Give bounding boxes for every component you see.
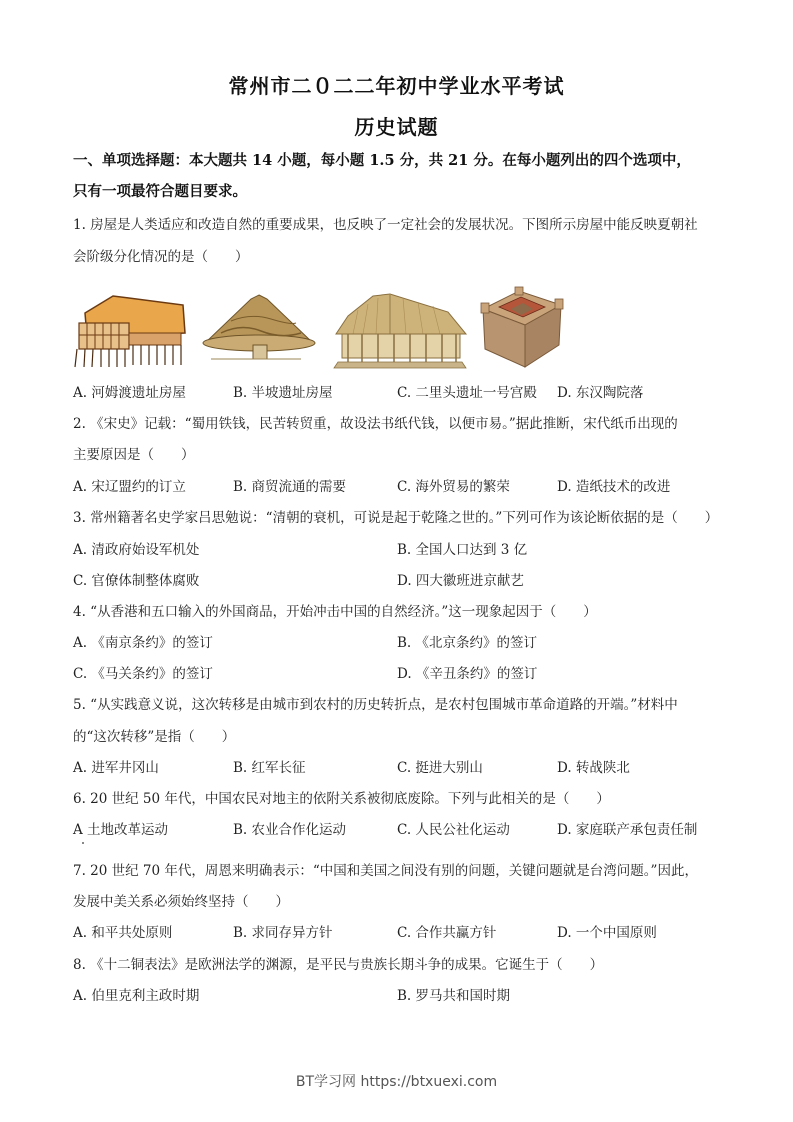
section-heading <box>73 145 733 207</box>
q1-house-images <box>73 285 573 370</box>
q3-option-d[interactable]: D. 四大徽班进京献艺 <box>397 573 524 589</box>
q2-option-b[interactable]: B. 商贸流通的需要 <box>233 479 347 495</box>
section-heading-line1: 一、单项选择题：本大题共 14 小题，每小题 1.5 分，共 21 分。在每小题列出的四个选项中， <box>73 152 691 169</box>
q1-option-d[interactable]: D. 东汉陶院落 <box>557 385 644 401</box>
q7-option-c[interactable]: C. 合作共赢方针 <box>397 925 497 941</box>
q8-option-b[interactable]: B. 罗马共和国时期 <box>397 988 511 1004</box>
round-hut-image <box>201 293 319 365</box>
q4-option-a[interactable]: A. 《南京条约》的签订 <box>73 635 213 651</box>
q4-option-d[interactable]: D. 《辛丑条约》的签订 <box>397 666 538 682</box>
q1-option-b[interactable]: B. 半坡遗址房屋 <box>233 385 333 401</box>
q2-stem-line2: 主要原因是（ ） <box>73 447 195 463</box>
q4-option-c[interactable]: C. 《马关条约》的签订 <box>73 666 213 682</box>
q6-option-d[interactable]: D. 家庭联产承包责任制 <box>557 822 698 838</box>
q8-option-a[interactable]: A. 伯里克利主政时期 <box>73 988 200 1004</box>
q7-stem-line1: 7. 20 世纪 70 年代，周恩来明确表示：“中国和美国之间没有别的问题，关键问题就是台湾问题。”因此， <box>73 863 698 879</box>
q5-option-a[interactable]: A. 进军井冈山 <box>73 760 159 776</box>
q7-option-a[interactable]: A. 和平共处原则 <box>73 925 173 941</box>
q1-option-a[interactable]: A. 河姆渡遗址房屋 <box>73 385 186 401</box>
q3-stem-line1: 3. 常州籍著名史学家吕思勉说：“清朝的衰机，可说是起于乾隆之世的。”下列可作为该论断依据的是（ ） <box>73 510 719 526</box>
q3-option-a[interactable]: A. 清政府始设军机处 <box>73 542 200 558</box>
q2-option-d[interactable]: D. 造纸技术的改进 <box>557 479 671 495</box>
q5-stem-line1: 5. “从实践意义说，这次转移是由城市到农村的历史转折点，是农村包围城市革命道路的开端。”材料中 <box>73 697 678 713</box>
q5-stem-line2: 的“这次转移”是指（ ） <box>73 729 236 745</box>
stilt-house-image <box>73 293 193 368</box>
q7-option-b[interactable]: B. 求同存异方针 <box>233 925 333 941</box>
q2-stem-line1: 2. 《宋史》记载：“蜀用铁钱，民苦转贸重，故设法书纸代钱，以便市易。”据此推断，宋代纸币出现的 <box>73 416 678 432</box>
q2-option-a[interactable]: A. 宋辽盟约的订立 <box>73 479 186 495</box>
q6-option-b[interactable]: B. 农业合作化运动 <box>233 822 347 838</box>
walled-courtyard-image <box>475 285 565 370</box>
q6-option-c[interactable]: C. 人民公社化运动 <box>397 822 510 838</box>
q1-stem-line1: 1. 房屋是人类适应和改造自然的重要成果，也反映了一定社会的发展状况。下图所示房屋中能反映夏朝社 <box>73 217 698 233</box>
exam-title: 常州市二０二二年初中学业水平考试 <box>228 74 565 98</box>
q7-option-d[interactable]: D. 一个中国原则 <box>557 925 657 941</box>
stray-mark <box>82 842 84 844</box>
q1-stem-line2: 会阶级分化情况的是（ ） <box>73 249 249 265</box>
q7-stem-line2: 发展中美关系必须始终坚持（ ） <box>73 894 289 910</box>
palace-hall-image <box>328 290 468 370</box>
exam-subtitle: 历史试题 <box>354 115 439 139</box>
section-heading-line2: 只有一项最符合题目要求。 <box>73 183 247 200</box>
q1-option-c[interactable]: C. 二里头遗址一号宫殿 <box>397 385 537 401</box>
q5-option-b[interactable]: B. 红军长征 <box>233 760 306 776</box>
q4-stem-line1: 4. “从香港和五口输入的外国商品，开始冲击中国的自然经济。”这一现象起因于（ ） <box>73 604 597 620</box>
q4-option-b[interactable]: B. 《北京条约》的签订 <box>397 635 538 651</box>
q2-option-c[interactable]: C. 海外贸易的繁荣 <box>397 479 510 495</box>
q6-stem-line1: 6. 20 世纪 50 年代，中国农民对地主的依附关系被彻底废除。下列与此相关的是（ ） <box>73 791 610 807</box>
q5-option-d[interactable]: D. 转战陕北 <box>557 760 630 776</box>
watermark-footer: BT学习网 https://btxuexi.com <box>295 1074 498 1090</box>
q3-option-c[interactable]: C. 官僚体制整体腐败 <box>73 573 200 589</box>
q3-option-b[interactable]: B. 全国人口达到 3 亿 <box>397 542 528 558</box>
q8-stem-line1: 8. 《十二铜表法》是欧洲法学的渊源，是平民与贵族长期斗争的成果。它诞生于（ ） <box>73 957 604 973</box>
q5-option-c[interactable]: C. 挺进大别山 <box>397 760 483 776</box>
q6-option-a[interactable]: A 土地改革运动 <box>73 822 169 838</box>
